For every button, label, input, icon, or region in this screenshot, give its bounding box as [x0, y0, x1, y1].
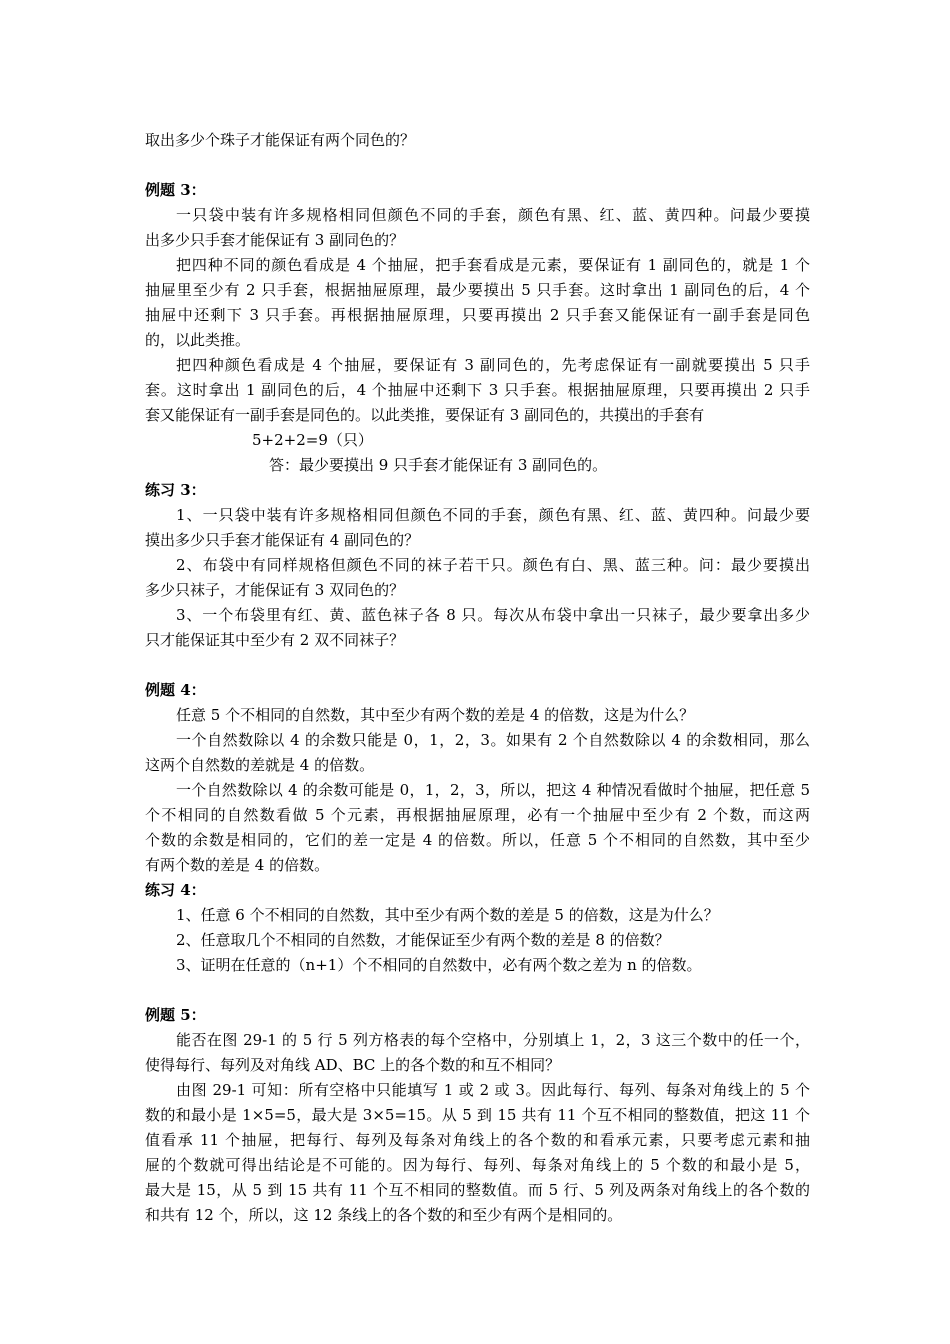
practice-3-item: 多少只袜子，才能保证有 3 双同色的？	[145, 581, 405, 599]
practice-4-item: 3、证明在任意的（n+1）个不相同的自然数中，必有两个数之差为 n 的倍数。	[176, 956, 702, 974]
practice-3-item: 3、一个布袋里有红、黄、蓝色袜子各 8 只。每次从布袋中拿出一只袜子，最少要拿出多少	[176, 606, 810, 624]
example-5-heading: 例题 5：	[145, 1006, 206, 1024]
practice-3-item: 2、布袋中有同样规格但颜色不同的袜子若干只。颜色有白、黑、蓝三种。问：最少要摸出	[176, 556, 810, 574]
example-4-paragraph: 一个自然数除以 4 的余数只能是 0，1，2，3。如果有 2 个自然数除以 4 的余数相同，那么	[176, 731, 810, 749]
practice-4-item: 2、任意取几个不相同的自然数，才能保证至少有两个数的差是 8 的倍数？	[176, 931, 670, 949]
example-5-paragraph: 数的和最小是 1×5=5，最大是 3×5=15。从 5 到 15 共有 11 个互不相同的整数值，把这 11 个	[145, 1106, 810, 1124]
practice-4-heading: 练习 4：	[145, 881, 206, 899]
example-3-question: 一只袋中装有许多规格相同但颜色不同的手套，颜色有黑、红、蓝、黄四种。问最少要摸	[176, 206, 810, 224]
example-3-paragraph: 把四种不同的颜色看成是 4 个抽屉，把手套看成是元素，要保证有 1 副同色的，就是 1 个	[176, 256, 810, 274]
example-3-paragraph: 套又能保证有一副手套是同色的。以此类推，要保证有 3 副同色的，共摸出的手套有	[145, 406, 705, 424]
page-content	[145, 128, 810, 1228]
example-3-paragraph: 把四种颜色看成是 4 个抽屉，要保证有 3 副同色的，先考虑保证有一副就要摸出 5 只手	[176, 356, 810, 374]
example-4-paragraph: 一个自然数除以 4 的余数可能是 0，1，2，3，所以，把这 4 种情况看做时个抽屉，把任意 5	[176, 781, 810, 799]
example-4-paragraph: 个数的余数是相同的，它们的差一定是 4 的倍数。所以，任意 5 个不相同的自然数，其中至少	[145, 831, 810, 849]
example-3-paragraph: 抽屉里至少有 2 只手套，根据抽屉原理，最少要摸出 5 只手套。这时拿出 1 副同色的后，4 个	[145, 281, 810, 299]
practice-3-item: 只才能保证其中至少有 2 双不同袜子？	[145, 631, 405, 649]
example-5-paragraph: 屉的个数就可得出结论是不可能的。因为每行、每列、每条对角线上的 5 个数的和最小是 5，	[145, 1156, 810, 1174]
example-3-heading: 例题 3：	[145, 181, 206, 199]
example-5-question: 使得每行、每列及对角线 AD、BC 上的各个数的和互不相同？	[145, 1056, 561, 1074]
example-5-paragraph: 值看承 11 个抽屉，把每行、每列及每条对角线上的各个数的和看承元素，只要考虑元素和抽	[145, 1131, 810, 1149]
example-5-question: 能否在图 29-1 的 5 行 5 列方格表的每个空格中，分别填上 1，2，3 这三个数中的任一个，	[176, 1031, 810, 1049]
example-3-question: 出多少只手套才能保证有 3 副同色的？	[145, 231, 405, 249]
practice-3-item: 摸出多少只手套才能保证有 4 副同色的？	[145, 531, 420, 549]
practice-3-item: 1、一只袋中装有许多规格相同但颜色不同的手套，颜色有黑、红、蓝、黄四种。问最少要	[176, 506, 810, 524]
example-3-answer: 答：最少要摸出 9 只手套才能保证有 3 副同色的。	[269, 456, 608, 474]
example-4-paragraph: 这两个自然数的差就是 4 的倍数。	[145, 756, 375, 774]
example-5-paragraph: 最大是 15，从 5 到 15 共有 11 个互不相同的整数值。而 5 行、5 列及两条对角线上的各个数的	[145, 1181, 810, 1199]
example-3-paragraph: 抽屉中还剩下 3 只手套。再根据抽屉原理，只要再摸出 2 只手套又能保证有一副手套是同色	[145, 306, 810, 324]
example-5-paragraph: 由图 29-1 可知：所有空格中只能填写 1 或 2 或 3。因此每行、每列、每条对角线上的 5 个	[176, 1081, 810, 1099]
practice-3-heading: 练习 3：	[145, 481, 206, 499]
intro-line: 取出多少个珠子才能保证有两个同色的？	[145, 131, 416, 149]
example-4-heading: 例题 4：	[145, 681, 206, 699]
example-4-paragraph: 个不相同的自然数看做 5 个元素，再根据抽屉原理，必有一个抽屉中至少有 2 个数，而这两	[145, 806, 810, 824]
practice-4-item: 1、任意 6 个不相同的自然数，其中至少有两个数的差是 5 的倍数，这是为什么？	[176, 906, 719, 924]
example-3-equation: 5+2+2=9（只）	[252, 431, 373, 449]
example-3-paragraph: 套。这时拿出 1 副同色的后，4 个抽屉中还剩下 3 只手套。根据抽屉原理，只要再摸出 2 只手	[145, 381, 810, 399]
example-3-paragraph: 的，以此类推。	[145, 331, 251, 349]
example-4-question: 任意 5 个不相同的自然数，其中至少有两个数的差是 4 的倍数，这是为什么？	[176, 706, 695, 724]
example-5-paragraph: 和共有 12 个，所以，这 12 条线上的各个数的和至少有两个是相同的。	[145, 1206, 623, 1224]
example-4-paragraph: 有两个数的差是 4 的倍数。	[145, 856, 330, 874]
